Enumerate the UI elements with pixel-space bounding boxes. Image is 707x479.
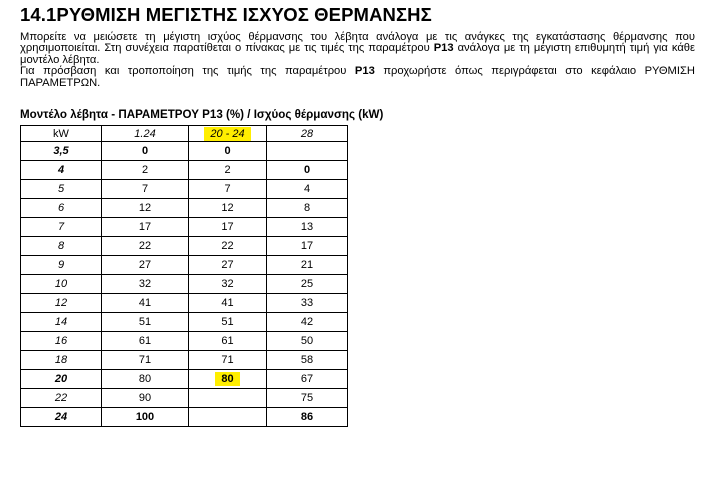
intro-text: [20, 32, 695, 89]
cell-model-20-24-value: 80: [215, 372, 239, 386]
cell-model-28-value: 13: [300, 221, 314, 233]
cell-model-1-24-value: 17: [138, 221, 152, 233]
cell-model-1-24-value: 2: [141, 164, 149, 176]
cell-kw: [21, 370, 102, 389]
cell-model-1-24: [102, 199, 189, 218]
section-heading: 14.1ΡΥΘΜΙΣΗ ΜΕΓΙΣΤΗΣ ΙΣΧΥΟΣ ΘΕΡΜΑΝΣΗΣ: [20, 4, 432, 25]
cell-kw-value: 5: [57, 183, 65, 195]
cell-model-1-24-value: 41: [138, 297, 152, 309]
cell-kw: [21, 256, 102, 275]
cell-model-20-24-value: 41: [221, 297, 234, 309]
cell-model-20-24: [189, 199, 267, 218]
cell-kw-value: 12: [54, 297, 68, 309]
cell-model-1-24-value: 12: [138, 202, 152, 214]
intro-text-1b: ανάλογα με τη μέγιστη επιθυμητή τιμή για κάθε μοντέλο λέβητα.: [20, 42, 695, 66]
cell-model-1-24: [102, 408, 189, 427]
cell-model-1-24: [102, 370, 189, 389]
table-row: [21, 237, 348, 256]
cell-model-1-24-value: 100: [135, 411, 155, 423]
cell-model-28: [267, 180, 348, 199]
cell-model-20-24-value: 12: [221, 202, 234, 214]
cell-kw: [21, 294, 102, 313]
intro-paragraph-2: [20, 66, 695, 89]
cell-kw-value: 7: [57, 221, 65, 233]
cell-model-1-24: [102, 218, 189, 237]
cell-model-1-24: [102, 313, 189, 332]
cell-model-1-24-value: 90: [138, 392, 152, 404]
table-row: [21, 370, 348, 389]
cell-kw: [21, 408, 102, 427]
cell-model-28: [267, 161, 348, 180]
cell-model-1-24-value: 27: [138, 259, 152, 271]
cell-model-1-24: [102, 256, 189, 275]
cell-model-20-24-value: 61: [221, 335, 234, 347]
cell-model-28-value: 21: [300, 259, 314, 271]
cell-model-20-24-value: 2: [224, 164, 231, 176]
cell-model-28: [267, 313, 348, 332]
cell-kw-value: 9: [57, 259, 65, 271]
header-model-1-24-label: 1.24: [134, 127, 156, 140]
cell-model-1-24-value: 71: [138, 354, 152, 366]
cell-model-28-value: 42: [300, 316, 314, 328]
header-model-20-24-label: 20 - 24: [204, 127, 250, 141]
cell-kw-value: 22: [54, 392, 68, 404]
cell-model-20-24-value: 71: [221, 354, 234, 366]
cell-model-28: [267, 275, 348, 294]
cell-model-1-24: [102, 180, 189, 199]
cell-model-20-24-value: 0: [224, 145, 231, 157]
cell-kw-value: 18: [54, 354, 68, 366]
cell-kw-value: 8: [57, 240, 65, 252]
cell-model-20-24: [189, 332, 267, 351]
intro-paragraph-1: [20, 32, 695, 66]
table-row: [21, 389, 348, 408]
cell-kw: [21, 237, 102, 256]
cell-kw: [21, 332, 102, 351]
cell-model-20-24: [189, 408, 267, 427]
cell-model-1-24: [102, 275, 189, 294]
cell-kw-value: 20: [54, 373, 68, 385]
table-row: [21, 180, 348, 199]
cell-model-20-24: [189, 294, 267, 313]
cell-model-1-24: [102, 161, 189, 180]
cell-kw-value: 6: [57, 202, 65, 214]
cell-model-20-24-value: 17: [221, 221, 234, 233]
cell-kw: [21, 275, 102, 294]
table-body: [21, 126, 348, 427]
table-row: [21, 294, 348, 313]
cell-model-28: [267, 351, 348, 370]
cell-model-20-24: [189, 237, 267, 256]
header-model-1-24: [102, 126, 189, 142]
table-title: Μοντέλο λέβητα - ΠΑΡΑΜΕΤΡΟΥ P13 (%) / Ισχύος θέρμανσης (kW): [20, 108, 384, 121]
cell-model-20-24: [189, 180, 267, 199]
cell-model-28-value: 4: [303, 183, 311, 195]
cell-kw: [21, 161, 102, 180]
cell-kw: [21, 199, 102, 218]
cell-model-28-value: 86: [300, 411, 314, 423]
table-row: [21, 218, 348, 237]
cell-kw-value: 16: [54, 335, 68, 347]
cell-model-28-value: 17: [300, 240, 314, 252]
cell-model-1-24-value: 0: [141, 145, 149, 157]
cell-kw: [21, 180, 102, 199]
cell-model-20-24-value: 32: [221, 278, 234, 290]
cell-model-1-24: [102, 294, 189, 313]
cell-model-20-24: [189, 142, 267, 161]
cell-model-20-24-value: 27: [221, 259, 234, 271]
cell-model-28: [267, 389, 348, 408]
cell-model-28-value: 67: [300, 373, 314, 385]
cell-model-20-24-value: 51: [221, 316, 234, 328]
header-model-28: [267, 126, 348, 142]
header-kw-label: kW: [53, 127, 69, 140]
table-row: [21, 142, 348, 161]
cell-model-1-24: [102, 237, 189, 256]
cell-model-28: [267, 218, 348, 237]
table-header-row: [21, 126, 348, 142]
intro-text-2a: Για πρόσβαση και τροποποίηση της τιμής της παραμέτρου: [20, 65, 355, 78]
cell-kw-value: 10: [54, 278, 68, 290]
cell-model-1-24: [102, 142, 189, 161]
cell-model-28-value: 58: [300, 354, 314, 366]
table-row: [21, 332, 348, 351]
cell-model-1-24-value: 61: [138, 335, 152, 347]
cell-model-28: [267, 294, 348, 313]
cell-model-1-24: [102, 389, 189, 408]
param-p13-ref-2: P13: [354, 65, 375, 78]
cell-model-20-24: [189, 275, 267, 294]
cell-model-20-24: [189, 351, 267, 370]
cell-model-28-value: 33: [300, 297, 314, 309]
table-row: [21, 313, 348, 332]
cell-model-28: [267, 237, 348, 256]
cell-model-20-24: [189, 313, 267, 332]
cell-model-20-24: [189, 256, 267, 275]
table-row: [21, 408, 348, 427]
cell-model-20-24-value: 7: [224, 183, 231, 195]
cell-model-1-24-value: 7: [141, 183, 149, 195]
table-row: [21, 351, 348, 370]
table-row: [21, 199, 348, 218]
cell-model-28-value: 25: [300, 278, 314, 290]
cell-model-28: [267, 370, 348, 389]
cell-kw: [21, 218, 102, 237]
cell-model-1-24-value: 51: [138, 316, 152, 328]
cell-model-28-value: 50: [300, 335, 314, 347]
cell-model-28-value: 75: [300, 392, 314, 404]
header-model-20-24: [189, 126, 267, 142]
cell-model-28: [267, 408, 348, 427]
cell-model-20-24: [189, 370, 267, 389]
intro-text-1a: Μπορείτε να μειώσετε τη μέγιστη ισχύος θέρμανσης του λέβητα ανάλογα με τις ανάγκες της εγκατάστασης θέρμανσης που χρησιμοποιείται. Στη συνέχεια παρατίθεται ο πίνακας με τις τιμές της παραμέτρου: [20, 31, 695, 55]
p13-table: [20, 125, 348, 427]
cell-kw-value: 4: [57, 164, 65, 176]
cell-kw-value: 14: [54, 316, 68, 328]
table-row: [21, 161, 348, 180]
cell-model-1-24: [102, 332, 189, 351]
cell-kw: [21, 313, 102, 332]
cell-model-20-24-value: 22: [221, 240, 234, 252]
cell-kw: [21, 351, 102, 370]
cell-model-20-24: [189, 389, 267, 408]
cell-model-28: [267, 332, 348, 351]
intro-text-2b: προχωρήστε όπως περιγράφεται στο κεφάλαιο ΡΥΘΜΙΣΗ ΠΑΡΑΜΕΤΡΩΝ.: [20, 65, 695, 89]
cell-kw-value: 24: [54, 411, 68, 423]
cell-model-20-24: [189, 218, 267, 237]
header-kw: [21, 126, 102, 142]
cell-model-1-24: [102, 351, 189, 370]
header-model-28-label: 28: [300, 127, 314, 140]
cell-model-28-value: 0: [303, 164, 311, 176]
table-row: [21, 275, 348, 294]
cell-model-28-value: 8: [303, 202, 311, 214]
cell-model-20-24: [189, 161, 267, 180]
cell-kw: [21, 142, 102, 161]
cell-kw-value: 3,5: [53, 145, 69, 157]
param-p13-ref: P13: [433, 42, 454, 55]
cell-model-1-24-value: 32: [138, 278, 152, 290]
cell-model-28: [267, 142, 348, 161]
cell-model-28: [267, 256, 348, 275]
cell-kw: [21, 389, 102, 408]
cell-model-1-24-value: 80: [138, 373, 152, 385]
cell-model-1-24-value: 22: [138, 240, 152, 252]
table-row: [21, 256, 348, 275]
cell-model-28: [267, 199, 348, 218]
